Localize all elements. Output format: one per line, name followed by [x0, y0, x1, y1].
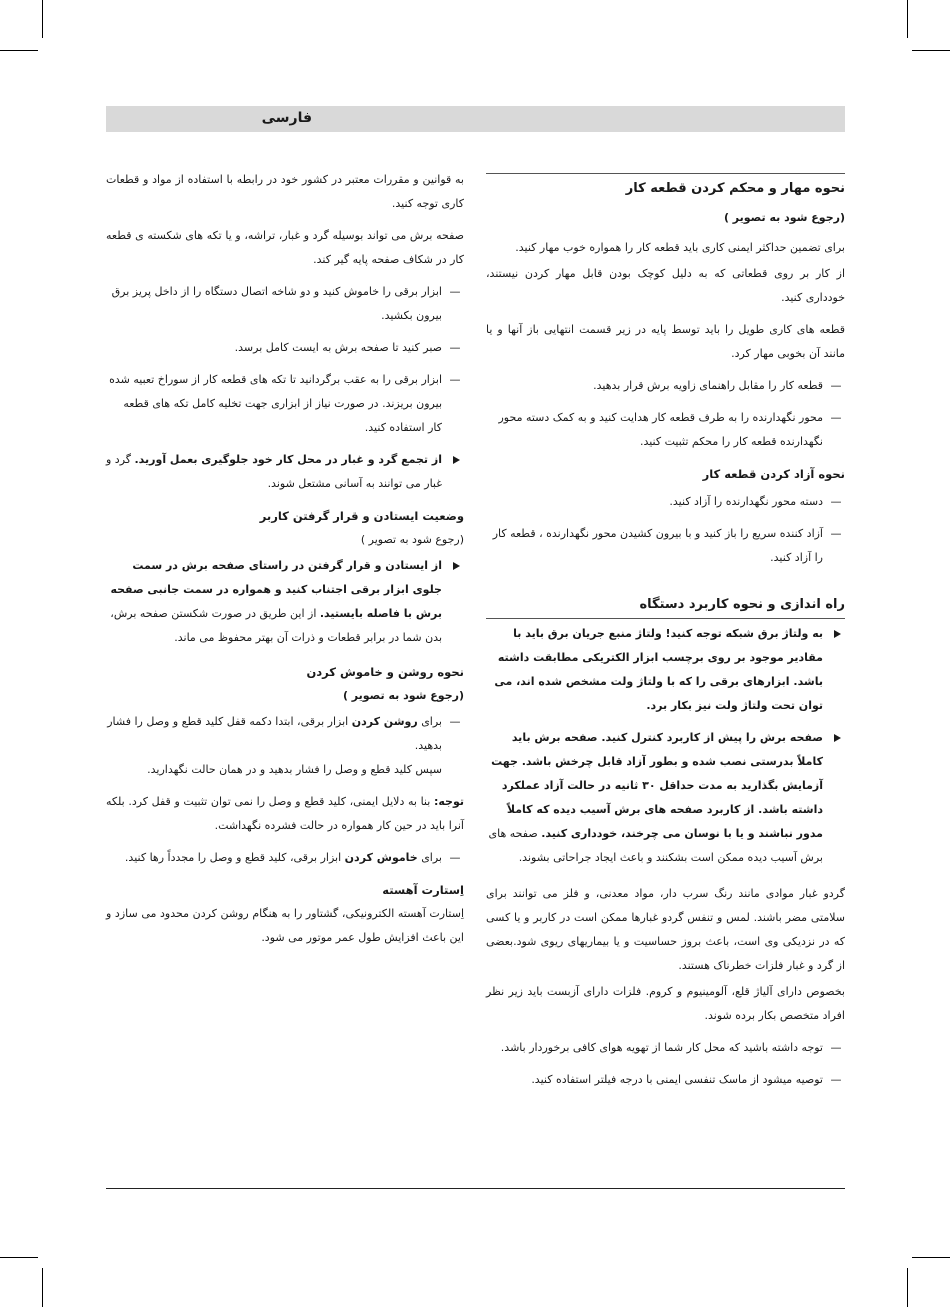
paragraph: به قوانین و مقررات معتبر در کشور خود در رابطه با استفاده از مواد و قطعات کاری توجه کنید. — [106, 173, 464, 210]
list-item: — توصیه میشود از ماسک تنفسی ایمنی با درجه فیلتر استفاده کنید. — [486, 1068, 845, 1092]
figure-reference: (رجوع شود به تصویر ) — [723, 211, 845, 224]
dash-bullet: — — [830, 527, 842, 540]
crop-mark — [42, 0, 43, 38]
paragraph: قطعه های کاری طویل را باید توسط پایه در زیر قسمت انتهایی باز آنها و یا مانند آن بخوبی مهار کرد. — [486, 323, 845, 360]
warning-item: صفحه برش را پیش از کاربرد کنترل کنید. صفحه برش باید کاملاً بدرستی نصب شده و بطور آزاد قابل چرخش باشد. جهت آزمایش بگذارید به مدت حداقل ۳۰ ثانیه در حالت آزاد عملکرد داشته باشد. از کاربرد صفحه های برش آسیب دیده که کاملاً مدور نباشند و یا با نوسان می چرخند، خودداری کنید. صفحه های برش آسیب دیده ممکن است بشکنند و باعث ایجاد جراحاتی بشوند. — [486, 726, 845, 870]
warning-item: به ولتاژ برق شبکه توجه کنید! ولتاژ منبع جریان برق باید با مقادیر موجود بر روی برچسب ابزار الکتریکی مطابقت داشته باشد. ابزارهای برقی را که با ولتاژ ولت مشخص شده اند، می توان تحت ولتاژ ولت نیز بکار برد. — [486, 622, 845, 718]
warning-triangle-icon — [834, 630, 841, 638]
list-item: — دسته محور نگهدارنده را آزاد کنید. — [486, 490, 845, 514]
note-paragraph: توجه: بنا به دلایل ایمنی، کلید قطع و وصل را نمی توان تثبیت و قفل کرد. بلکه آنرا باید در حین کار همواره در حالت فشرده نگهداشت. — [106, 795, 464, 832]
list-item: — برای خاموش کردن ابزار برقی، کلید قطع و وصل را مجدداً رها کنید. — [106, 846, 464, 870]
list-item: — محور نگهدارنده را به طرف قطعه کار هدایت کنید و به کمک دسته محور نگهدارنده قطعه کار را محکم تثبیت کنید. — [486, 406, 845, 454]
section-rule — [486, 173, 845, 174]
list-item: — برای روشن کردن ابزار برقی، ابتدا دکمه قفل کلید قطع و وصل را فشار بدهید. — [106, 710, 464, 758]
paragraph: اِستارت آهسته الکترونیکی، گشتاور را به هنگام روشن کردن محدود می سازد و این باعث افزایش طول عمر موتور می شود. — [106, 907, 464, 944]
dash-bullet: — — [830, 1041, 842, 1054]
list-item-continuation: سپس کلید قطع و وصل را فشار بدهید و در همان حالت نگهدارید. — [147, 763, 442, 776]
footer-rule — [106, 1188, 845, 1189]
list-item: — ابزار برقی را خاموش کنید و دو شاخه اتصال دستگاه را از داخل پریز برق بیرون بکشید. — [106, 280, 464, 328]
crop-mark — [907, 1268, 908, 1307]
dash-bullet: — — [449, 341, 461, 354]
section-title-soft-start: اِستارت آهسته — [382, 883, 464, 897]
paragraph: گردو غبار موادی مانند رنگ سرب دار، مواد معدنی، و فلز می توانند برای سلامتی مضر باشند. لمس و تنفس گردو غبارها ممکن است در کاربر و یا کسی که در نزدیکی وی است، باعث بروز حساسیت و یا بیماریهای ریوی شود.بعضی از گرد و غبار فلزات خطرناک هستند. — [486, 887, 845, 972]
paragraph: برای تضمین حداکثر ایمنی کاری باید قطعه کار را همواره خوب مهار کنید. — [515, 241, 845, 254]
list-item: — ابزار برقی را به عقب برگردانید تا تکه های قطعه کار از سوراخ تعبیه شده بیرون بریزند. در صورت نیاز از ابزاری جهت تخلیه کامل تکه های قطعه کار استفاده کنید. — [106, 368, 464, 440]
list-item: — توجه داشته باشید که محل کار شما از تهویه هوای کافی برخوردار باشد. — [486, 1036, 845, 1060]
dash-bullet: — — [449, 715, 461, 728]
figure-reference: (رجوع شود به تصویر ) — [342, 689, 464, 702]
crop-mark — [907, 0, 908, 38]
crop-mark — [42, 1268, 43, 1307]
warning-triangle-icon — [834, 734, 841, 742]
dash-bullet: — — [830, 411, 842, 424]
right-column — [486, 176, 845, 1100]
section-title-posture: وضعیت ایستادن و قرار گرفتن کاربر — [259, 509, 464, 523]
paragraph: بخصوص دارای آلیاژ قلع، آلومینیوم و کروم. فلزات دارای آزبست باید زیر نظر افراد متخصص بکار برده شوند. — [486, 985, 845, 1022]
dash-bullet: — — [830, 495, 842, 508]
left-column — [106, 168, 464, 958]
warning-item: از ایستادن و قرار گرفتن در راستای صفحه برش در سمت جلوی ابزار برقی اجتناب کنید و همواره در سمت جانبی صفحه برش با فاصله بایستید. از این طریق در صورت شکستن صفحه برش، بدن شما در برابر قطعات و ذرات آن بهتر محفوظ می ماند. — [106, 554, 464, 650]
paragraph: صفحه برش می تواند بوسیله گرد و غبار، تراشه، و یا تکه های شکسته ی قطعه کار در شکاف صفحه پایه گیر کند. — [106, 229, 464, 266]
dash-bullet: — — [449, 851, 461, 864]
list-item: — آزاد کننده سریع را باز کنید و با بیرون کشیدن محور نگهدارنده ، قطعه کار را آزاد کنید. — [486, 522, 845, 570]
figure-reference: (رجوع شود به تصویر ) — [360, 533, 464, 546]
section-title-release: نحوه آزاد کردن قطعه کار — [702, 467, 845, 481]
paragraph: از کار بر روی قطعاتی که به دلیل کوچک بودن قابل مهار کردن نیستند، خودداری کنید. — [486, 267, 845, 304]
crop-mark — [0, 1257, 38, 1258]
warning-item: از تجمع گرد و غبار در محل کار خود جلوگیری بعمل آورید. گرد و غبار می توانند به آسانی مشتعل شوند. — [106, 448, 464, 496]
warning-triangle-icon — [453, 562, 460, 570]
dash-bullet: — — [830, 379, 842, 392]
section-title-clamping: نحوه مهار و محکم کردن قطعه کار — [625, 181, 845, 196]
language-header-bar — [106, 106, 845, 132]
list-item: — صبر کنید تا صفحه برش به ایست کامل برسد. — [106, 336, 464, 360]
crop-mark — [0, 50, 38, 51]
section-title-switching: نحوه روشن و خاموش کردن — [306, 665, 464, 679]
dash-bullet: — — [830, 1073, 842, 1086]
warning-triangle-icon — [453, 456, 460, 464]
language-title: فارسی — [261, 110, 312, 126]
dash-bullet: — — [449, 373, 461, 386]
crop-mark — [912, 50, 950, 51]
dash-bullet: — — [449, 285, 461, 298]
crop-mark — [912, 1257, 950, 1258]
list-item: — قطعه کار را مقابل راهنمای زاویه برش قرار بدهید. — [486, 374, 845, 398]
section-title-operation: راه اندازی و نحوه کاربرد دستگاه — [639, 597, 845, 612]
